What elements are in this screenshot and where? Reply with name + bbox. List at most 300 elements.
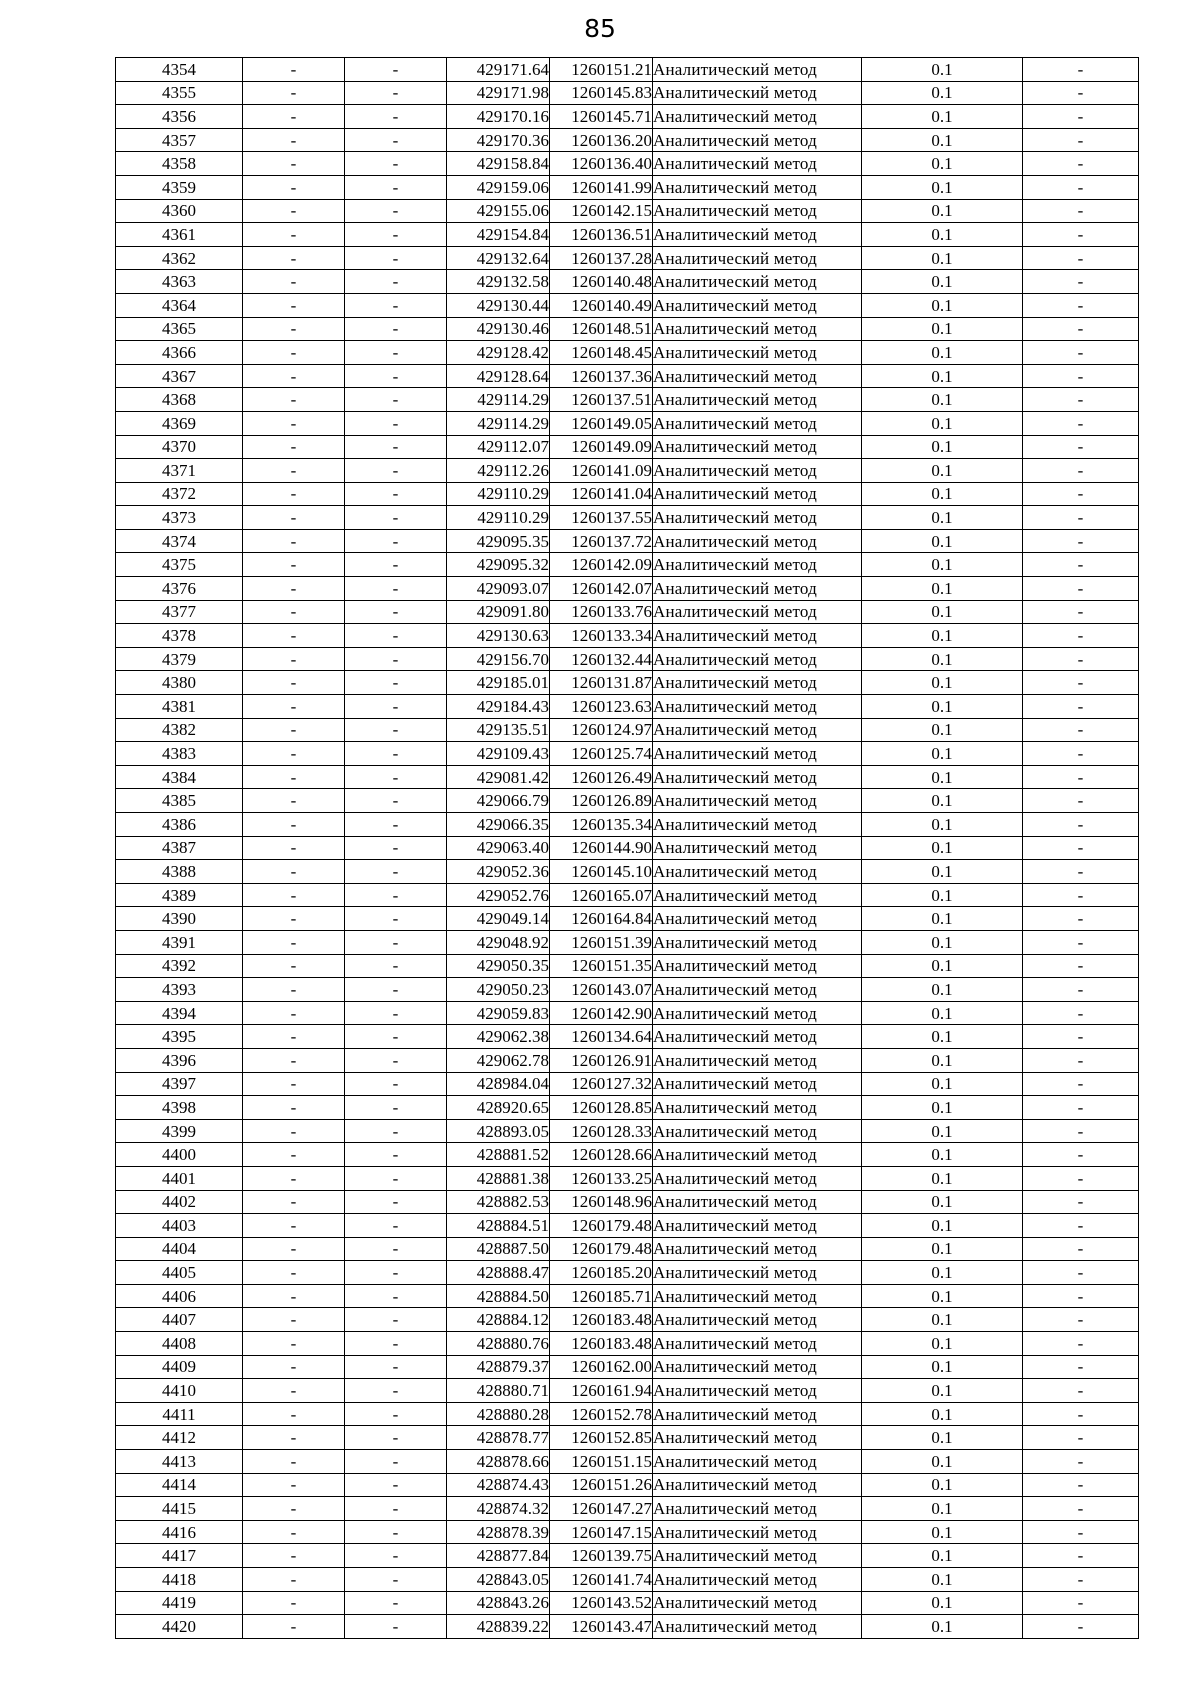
- method-cell: Аналитический метод: [653, 1001, 862, 1025]
- accuracy-cell: 0.1: [862, 836, 1023, 860]
- y-coordinate-cell: 1260141.74: [550, 1568, 653, 1592]
- y-coordinate-cell: 1260185.20: [550, 1261, 653, 1285]
- dash-cell: -: [1023, 1237, 1139, 1261]
- y-coordinate-cell: 1260142.90: [550, 1001, 653, 1025]
- method-cell: Аналитический метод: [653, 1214, 862, 1238]
- y-coordinate-cell: 1260126.49: [550, 765, 653, 789]
- table-row: [116, 1402, 1139, 1426]
- dash-cell: -: [243, 1308, 345, 1332]
- accuracy-cell: 0.1: [862, 1072, 1023, 1096]
- y-coordinate-cell: 1260143.52: [550, 1591, 653, 1615]
- dash-cell: -: [1023, 1568, 1139, 1592]
- point-number-cell: 4354: [116, 58, 243, 82]
- dash-cell: -: [1023, 860, 1139, 884]
- dash-cell: -: [243, 482, 345, 506]
- dash-cell: -: [345, 1048, 447, 1072]
- accuracy-cell: 0.1: [862, 1119, 1023, 1143]
- method-cell: Аналитический метод: [653, 1096, 862, 1120]
- dash-cell: -: [243, 246, 345, 270]
- method-cell: Аналитический метод: [653, 1072, 862, 1096]
- y-coordinate-cell: 1260128.33: [550, 1119, 653, 1143]
- y-coordinate-cell: 1260151.15: [550, 1450, 653, 1474]
- accuracy-cell: 0.1: [862, 1591, 1023, 1615]
- dash-cell: -: [345, 1001, 447, 1025]
- dash-cell: -: [345, 293, 447, 317]
- dash-cell: -: [1023, 1214, 1139, 1238]
- dash-cell: -: [1023, 388, 1139, 412]
- method-cell: Аналитический метод: [653, 317, 862, 341]
- method-cell: Аналитический метод: [653, 1379, 862, 1403]
- x-coordinate-cell: 428874.43: [447, 1473, 550, 1497]
- y-coordinate-cell: 1260183.48: [550, 1308, 653, 1332]
- y-coordinate-cell: 1260152.78: [550, 1402, 653, 1426]
- accuracy-cell: 0.1: [862, 813, 1023, 837]
- accuracy-cell: 0.1: [862, 270, 1023, 294]
- point-number-cell: 4390: [116, 907, 243, 931]
- dash-cell: -: [243, 270, 345, 294]
- x-coordinate-cell: 429170.36: [447, 128, 550, 152]
- table-row: [116, 742, 1139, 766]
- dash-cell: -: [1023, 1473, 1139, 1497]
- dash-cell: -: [1023, 883, 1139, 907]
- dash-cell: -: [345, 128, 447, 152]
- method-cell: Аналитический метод: [653, 128, 862, 152]
- method-cell: Аналитический метод: [653, 58, 862, 82]
- x-coordinate-cell: 428893.05: [447, 1119, 550, 1143]
- y-coordinate-cell: 1260135.34: [550, 813, 653, 837]
- accuracy-cell: 0.1: [862, 553, 1023, 577]
- x-coordinate-cell: 429109.43: [447, 742, 550, 766]
- y-coordinate-cell: 1260128.66: [550, 1143, 653, 1167]
- dash-cell: -: [345, 883, 447, 907]
- point-number-cell: 4411: [116, 1402, 243, 1426]
- accuracy-cell: 0.1: [862, 506, 1023, 530]
- method-cell: Аналитический метод: [653, 105, 862, 129]
- dash-cell: -: [243, 860, 345, 884]
- x-coordinate-cell: 429185.01: [447, 671, 550, 695]
- table-row: [116, 695, 1139, 719]
- point-number-cell: 4407: [116, 1308, 243, 1332]
- method-cell: Аналитический метод: [653, 270, 862, 294]
- dash-cell: -: [243, 506, 345, 530]
- dash-cell: -: [345, 1096, 447, 1120]
- x-coordinate-cell: 429114.29: [447, 388, 550, 412]
- y-coordinate-cell: 1260143.47: [550, 1615, 653, 1639]
- dash-cell: -: [243, 954, 345, 978]
- dash-cell: -: [243, 1119, 345, 1143]
- dash-cell: -: [345, 695, 447, 719]
- x-coordinate-cell: 429130.63: [447, 624, 550, 648]
- accuracy-cell: 0.1: [862, 671, 1023, 695]
- dash-cell: -: [1023, 813, 1139, 837]
- dash-cell: -: [345, 246, 447, 270]
- accuracy-cell: 0.1: [862, 789, 1023, 813]
- x-coordinate-cell: 428878.39: [447, 1520, 550, 1544]
- table-row: [116, 1497, 1139, 1521]
- dash-cell: -: [345, 1402, 447, 1426]
- y-coordinate-cell: 1260179.48: [550, 1237, 653, 1261]
- y-coordinate-cell: 1260151.26: [550, 1473, 653, 1497]
- point-number-cell: 4370: [116, 435, 243, 459]
- y-coordinate-cell: 1260137.36: [550, 364, 653, 388]
- accuracy-cell: 0.1: [862, 246, 1023, 270]
- point-number-cell: 4414: [116, 1473, 243, 1497]
- method-cell: Аналитический метод: [653, 1308, 862, 1332]
- method-cell: Аналитический метод: [653, 647, 862, 671]
- dash-cell: -: [1023, 1450, 1139, 1474]
- dash-cell: -: [1023, 529, 1139, 553]
- x-coordinate-cell: 429063.40: [447, 836, 550, 860]
- x-coordinate-cell: 428879.37: [447, 1355, 550, 1379]
- table-row: [116, 223, 1139, 247]
- accuracy-cell: 0.1: [862, 1261, 1023, 1285]
- method-cell: Аналитический метод: [653, 435, 862, 459]
- accuracy-cell: 0.1: [862, 152, 1023, 176]
- accuracy-cell: 0.1: [862, 860, 1023, 884]
- accuracy-cell: 0.1: [862, 529, 1023, 553]
- dash-cell: -: [345, 317, 447, 341]
- x-coordinate-cell: 428884.50: [447, 1284, 550, 1308]
- dash-cell: -: [1023, 58, 1139, 82]
- table-row: [116, 789, 1139, 813]
- dash-cell: -: [345, 81, 447, 105]
- dash-cell: -: [1023, 1308, 1139, 1332]
- dash-cell: -: [243, 1143, 345, 1167]
- table-row: [116, 1473, 1139, 1497]
- method-cell: Аналитический метод: [653, 671, 862, 695]
- table-row: [116, 1190, 1139, 1214]
- dash-cell: -: [243, 341, 345, 365]
- method-cell: Аналитический метод: [653, 1568, 862, 1592]
- dash-cell: -: [345, 907, 447, 931]
- dash-cell: -: [1023, 1001, 1139, 1025]
- x-coordinate-cell: 429155.06: [447, 199, 550, 223]
- accuracy-cell: 0.1: [862, 1143, 1023, 1167]
- dash-cell: -: [243, 600, 345, 624]
- method-cell: Аналитический метод: [653, 1261, 862, 1285]
- dash-cell: -: [1023, 907, 1139, 931]
- dash-cell: -: [1023, 1520, 1139, 1544]
- y-coordinate-cell: 1260141.99: [550, 175, 653, 199]
- method-cell: Аналитический метод: [653, 175, 862, 199]
- method-cell: Аналитический метод: [653, 577, 862, 601]
- table-row: [116, 1332, 1139, 1356]
- method-cell: Аналитический метод: [653, 1048, 862, 1072]
- dash-cell: -: [1023, 152, 1139, 176]
- dash-cell: -: [1023, 718, 1139, 742]
- x-coordinate-cell: 429110.29: [447, 482, 550, 506]
- dash-cell: -: [345, 1119, 447, 1143]
- y-coordinate-cell: 1260143.07: [550, 978, 653, 1002]
- table-row: [116, 317, 1139, 341]
- x-coordinate-cell: 429062.78: [447, 1048, 550, 1072]
- dash-cell: -: [243, 105, 345, 129]
- y-coordinate-cell: 1260165.07: [550, 883, 653, 907]
- dash-cell: -: [243, 529, 345, 553]
- dash-cell: -: [243, 1284, 345, 1308]
- method-cell: Аналитический метод: [653, 293, 862, 317]
- dash-cell: -: [345, 1072, 447, 1096]
- point-number-cell: 4405: [116, 1261, 243, 1285]
- dash-cell: -: [1023, 506, 1139, 530]
- x-coordinate-cell: 429062.38: [447, 1025, 550, 1049]
- x-coordinate-cell: 428843.26: [447, 1591, 550, 1615]
- x-coordinate-cell: 428881.38: [447, 1166, 550, 1190]
- dash-cell: -: [243, 364, 345, 388]
- dash-cell: -: [1023, 1025, 1139, 1049]
- dash-cell: -: [345, 1284, 447, 1308]
- table-row: [116, 128, 1139, 152]
- method-cell: Аналитический метод: [653, 482, 862, 506]
- table-row: [116, 671, 1139, 695]
- dash-cell: -: [345, 742, 447, 766]
- x-coordinate-cell: 428880.76: [447, 1332, 550, 1356]
- dash-cell: -: [345, 435, 447, 459]
- point-number-cell: 4367: [116, 364, 243, 388]
- dash-cell: -: [243, 1166, 345, 1190]
- method-cell: Аналитический метод: [653, 411, 862, 435]
- method-cell: Аналитический метод: [653, 152, 862, 176]
- method-cell: Аналитический метод: [653, 1426, 862, 1450]
- dash-cell: -: [243, 577, 345, 601]
- dash-cell: -: [1023, 1355, 1139, 1379]
- dash-cell: -: [345, 364, 447, 388]
- x-coordinate-cell: 428839.22: [447, 1615, 550, 1639]
- accuracy-cell: 0.1: [862, 1568, 1023, 1592]
- dash-cell: -: [243, 789, 345, 813]
- accuracy-cell: 0.1: [862, 1426, 1023, 1450]
- accuracy-cell: 0.1: [862, 1473, 1023, 1497]
- accuracy-cell: 0.1: [862, 1284, 1023, 1308]
- x-coordinate-cell: 429050.23: [447, 978, 550, 1002]
- dash-cell: -: [243, 718, 345, 742]
- dash-cell: -: [1023, 1497, 1139, 1521]
- dash-cell: -: [243, 152, 345, 176]
- dash-cell: -: [345, 1615, 447, 1639]
- table-row: [116, 624, 1139, 648]
- table-row: [116, 883, 1139, 907]
- method-cell: Аналитический метод: [653, 1355, 862, 1379]
- dash-cell: -: [1023, 175, 1139, 199]
- y-coordinate-cell: 1260162.00: [550, 1355, 653, 1379]
- dash-cell: -: [1023, 1072, 1139, 1096]
- accuracy-cell: 0.1: [862, 1615, 1023, 1639]
- dash-cell: -: [345, 482, 447, 506]
- dash-cell: -: [1023, 411, 1139, 435]
- y-coordinate-cell: 1260126.91: [550, 1048, 653, 1072]
- method-cell: Аналитический метод: [653, 388, 862, 412]
- method-cell: Аналитический метод: [653, 600, 862, 624]
- dash-cell: -: [1023, 341, 1139, 365]
- dash-cell: -: [345, 223, 447, 247]
- accuracy-cell: 0.1: [862, 765, 1023, 789]
- dash-cell: -: [345, 1497, 447, 1521]
- dash-cell: -: [1023, 1261, 1139, 1285]
- dash-cell: -: [345, 1332, 447, 1356]
- method-cell: Аналитический метод: [653, 1025, 862, 1049]
- y-coordinate-cell: 1260164.84: [550, 907, 653, 931]
- table-row: [116, 105, 1139, 129]
- dash-cell: -: [243, 813, 345, 837]
- dash-cell: -: [1023, 270, 1139, 294]
- method-cell: Аналитический метод: [653, 1615, 862, 1639]
- dash-cell: -: [345, 1308, 447, 1332]
- x-coordinate-cell: 428878.66: [447, 1450, 550, 1474]
- accuracy-cell: 0.1: [862, 175, 1023, 199]
- table-row: [116, 364, 1139, 388]
- dash-cell: -: [1023, 1379, 1139, 1403]
- dash-cell: -: [243, 1426, 345, 1450]
- dash-cell: -: [345, 175, 447, 199]
- table-row: [116, 907, 1139, 931]
- table-row: [116, 1048, 1139, 1072]
- x-coordinate-cell: 429135.51: [447, 718, 550, 742]
- dash-cell: -: [345, 954, 447, 978]
- dash-cell: -: [1023, 105, 1139, 129]
- dash-cell: -: [243, 742, 345, 766]
- dash-cell: -: [345, 1520, 447, 1544]
- table-row: [116, 1214, 1139, 1238]
- dash-cell: -: [1023, 742, 1139, 766]
- method-cell: Аналитический метод: [653, 1237, 862, 1261]
- point-number-cell: 4377: [116, 600, 243, 624]
- y-coordinate-cell: 1260137.51: [550, 388, 653, 412]
- y-coordinate-cell: 1260136.51: [550, 223, 653, 247]
- x-coordinate-cell: 429128.64: [447, 364, 550, 388]
- x-coordinate-cell: 428984.04: [447, 1072, 550, 1096]
- dash-cell: -: [1023, 1048, 1139, 1072]
- point-number-cell: 4371: [116, 459, 243, 483]
- dash-cell: -: [1023, 364, 1139, 388]
- x-coordinate-cell: 428887.50: [447, 1237, 550, 1261]
- dash-cell: -: [1023, 223, 1139, 247]
- dash-cell: -: [345, 459, 447, 483]
- point-number-cell: 4406: [116, 1284, 243, 1308]
- point-number-cell: 4419: [116, 1591, 243, 1615]
- point-number-cell: 4404: [116, 1237, 243, 1261]
- dash-cell: -: [243, 388, 345, 412]
- point-number-cell: 4386: [116, 813, 243, 837]
- page-number: 85: [584, 14, 616, 43]
- y-coordinate-cell: 1260147.15: [550, 1520, 653, 1544]
- method-cell: Аналитический метод: [653, 364, 862, 388]
- table-row: [116, 1119, 1139, 1143]
- x-coordinate-cell: 429154.84: [447, 223, 550, 247]
- accuracy-cell: 0.1: [862, 317, 1023, 341]
- table-row: [116, 388, 1139, 412]
- accuracy-cell: 0.1: [862, 199, 1023, 223]
- point-number-cell: 4363: [116, 270, 243, 294]
- dash-cell: -: [1023, 1615, 1139, 1639]
- x-coordinate-cell: 428888.47: [447, 1261, 550, 1285]
- dash-cell: -: [1023, 954, 1139, 978]
- table-row: [116, 1284, 1139, 1308]
- y-coordinate-cell: 1260148.51: [550, 317, 653, 341]
- point-number-cell: 4368: [116, 388, 243, 412]
- dash-cell: -: [345, 341, 447, 365]
- y-coordinate-cell: 1260125.74: [550, 742, 653, 766]
- x-coordinate-cell: 429132.64: [447, 246, 550, 270]
- dash-cell: -: [345, 789, 447, 813]
- accuracy-cell: 0.1: [862, 1308, 1023, 1332]
- dash-cell: -: [345, 860, 447, 884]
- accuracy-cell: 0.1: [862, 1214, 1023, 1238]
- accuracy-cell: 0.1: [862, 388, 1023, 412]
- y-coordinate-cell: 1260161.94: [550, 1379, 653, 1403]
- dash-cell: -: [1023, 1332, 1139, 1356]
- accuracy-cell: 0.1: [862, 1450, 1023, 1474]
- dash-cell: -: [345, 1214, 447, 1238]
- dash-cell: -: [345, 152, 447, 176]
- table-row: [116, 954, 1139, 978]
- table-row: [116, 199, 1139, 223]
- accuracy-cell: 0.1: [862, 364, 1023, 388]
- point-number-cell: 4365: [116, 317, 243, 341]
- accuracy-cell: 0.1: [862, 742, 1023, 766]
- coordinates-table: [115, 57, 1139, 1639]
- y-coordinate-cell: 1260136.40: [550, 152, 653, 176]
- point-number-cell: 4387: [116, 836, 243, 860]
- point-number-cell: 4360: [116, 199, 243, 223]
- method-cell: Аналитический метод: [653, 930, 862, 954]
- dash-cell: -: [243, 435, 345, 459]
- y-coordinate-cell: 1260142.09: [550, 553, 653, 577]
- table-row: [116, 482, 1139, 506]
- accuracy-cell: 0.1: [862, 954, 1023, 978]
- table-row: [116, 1520, 1139, 1544]
- x-coordinate-cell: 429184.43: [447, 695, 550, 719]
- dash-cell: -: [345, 978, 447, 1002]
- accuracy-cell: 0.1: [862, 1025, 1023, 1049]
- method-cell: Аналитический метод: [653, 1520, 862, 1544]
- dash-cell: -: [243, 1355, 345, 1379]
- accuracy-cell: 0.1: [862, 81, 1023, 105]
- point-number-cell: 4382: [116, 718, 243, 742]
- y-coordinate-cell: 1260144.90: [550, 836, 653, 860]
- x-coordinate-cell: 428884.51: [447, 1214, 550, 1238]
- method-cell: Аналитический метод: [653, 1544, 862, 1568]
- dash-cell: -: [243, 1072, 345, 1096]
- dash-cell: -: [243, 1214, 345, 1238]
- dash-cell: -: [243, 1450, 345, 1474]
- dash-cell: -: [345, 1355, 447, 1379]
- table-row: [116, 1308, 1139, 1332]
- table-row: [116, 506, 1139, 530]
- dash-cell: -: [243, 1520, 345, 1544]
- y-coordinate-cell: 1260149.09: [550, 435, 653, 459]
- dash-cell: -: [1023, 695, 1139, 719]
- method-cell: Аналитический метод: [653, 223, 862, 247]
- method-cell: Аналитический метод: [653, 718, 862, 742]
- table-row: [116, 411, 1139, 435]
- table-row: [116, 246, 1139, 270]
- x-coordinate-cell: 429112.26: [447, 459, 550, 483]
- y-coordinate-cell: 1260145.71: [550, 105, 653, 129]
- y-coordinate-cell: 1260185.71: [550, 1284, 653, 1308]
- x-coordinate-cell: 429132.58: [447, 270, 550, 294]
- dash-cell: -: [345, 930, 447, 954]
- dash-cell: -: [1023, 765, 1139, 789]
- method-cell: Аналитический метод: [653, 1284, 862, 1308]
- accuracy-cell: 0.1: [862, 718, 1023, 742]
- point-number-cell: 4393: [116, 978, 243, 1002]
- x-coordinate-cell: 428878.77: [447, 1426, 550, 1450]
- y-coordinate-cell: 1260151.35: [550, 954, 653, 978]
- point-number-cell: 4362: [116, 246, 243, 270]
- dash-cell: -: [243, 1379, 345, 1403]
- x-coordinate-cell: 429170.16: [447, 105, 550, 129]
- x-coordinate-cell: 429081.42: [447, 765, 550, 789]
